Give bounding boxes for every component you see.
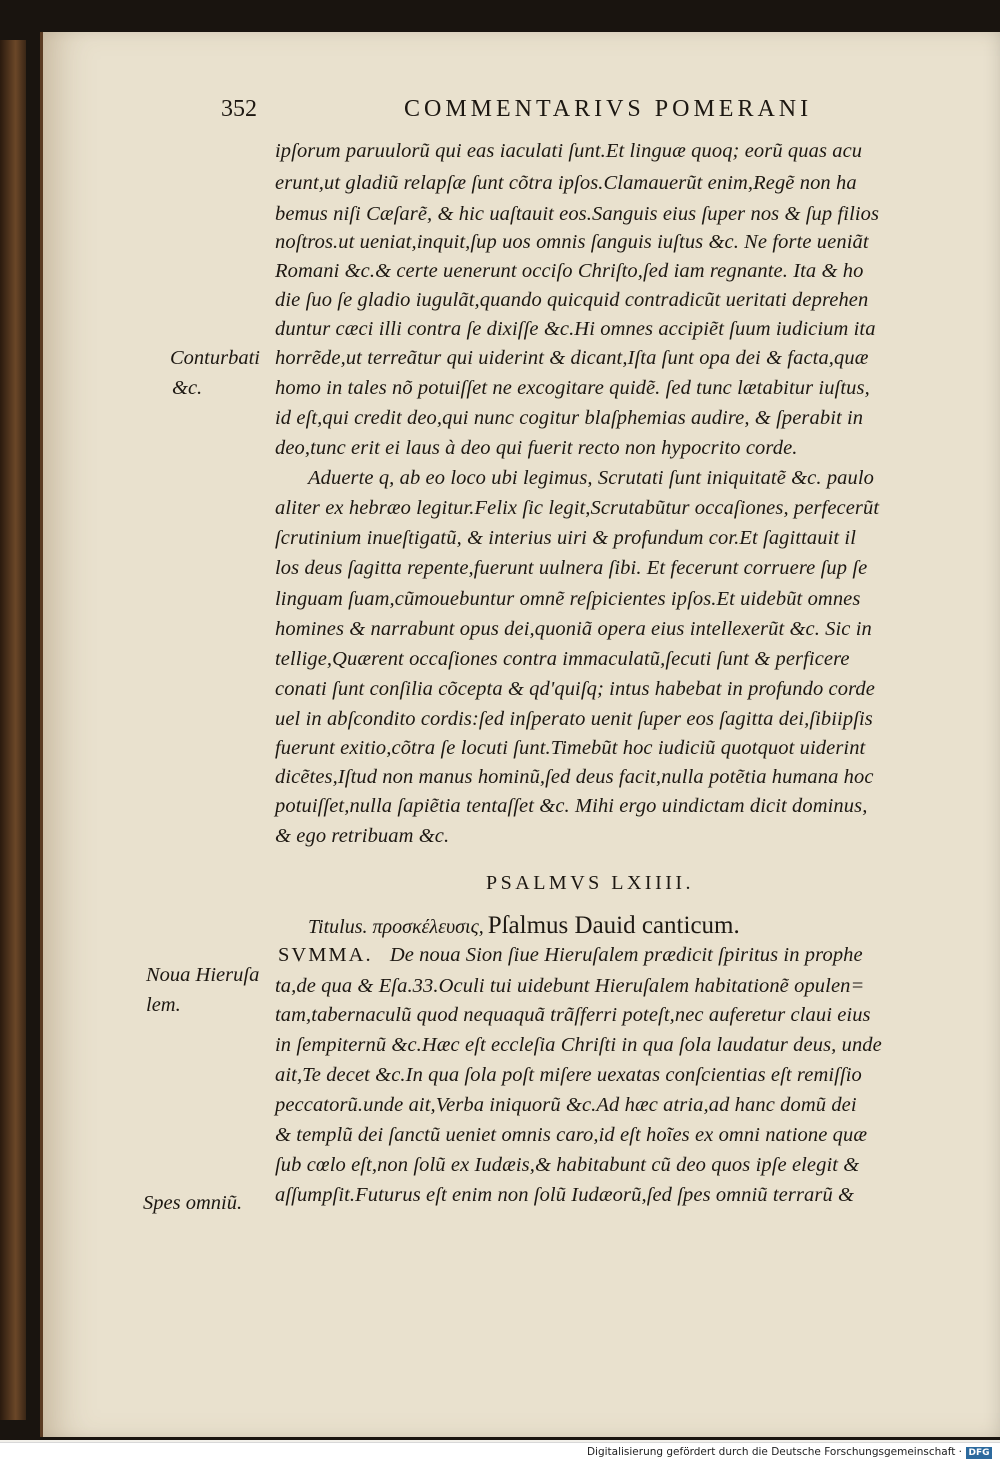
text-line: homo in tales nõ potuiſſet ne excogitare quidẽ. ſed tunc lætabitur iuſtus, [275,377,870,399]
dfg-logo: DFG [966,1447,992,1459]
title-prefix: Titulus. προσκέλευσις, [308,916,484,938]
text-line: id eſt,qui credit deo,qui nunc cogitur blaſphemias audire, & ſperabit in [275,407,864,429]
text-line: uel in abſcondito cordis:ſed inſperato uenit ſuper eos ſagitta dei,ſibiipſis [275,708,873,730]
margin-note-noua-hierusalem: Noua Hieruſa [146,964,260,986]
summa-label: SVMMA. [278,944,373,966]
funding-notice: Digitalisierung gefördert durch die Deutsche Forschungsgemeinschaft · [586,1446,962,1458]
text-line: Romani &c.& certe uenerunt occiſo Chriſto,ſed iam regnante. Ita & ho [275,260,864,282]
text-line: ſub cœlo eſt,non ſolũ ex Iudæis,& habitabunt cũ deo quos ipſe elegit & [275,1154,860,1176]
margin-note-etc: &c. [172,377,203,399]
text-line: fuerunt exitio,cõtra ſe locuti ſunt.Timebũt hoc iudiciũ quotquot uiderint [275,737,866,759]
title-main: Pſalmus Dauid canticum. [487,912,740,939]
text-line: & templũ dei ſanctũ ueniet omnis caro,id eſt hoĩes ex omni natione quæ [275,1124,868,1146]
page-number: 352 [221,96,257,122]
text-line: peccatorũ.unde ait,Verba iniquorũ &c.Ad hæc atria,ad hanc domũ dei [275,1094,857,1116]
psalm-title-line [308,912,740,940]
book-spine [0,40,26,1420]
text-line: die ſuo ſe gladio iugulãt,quando quicquid contradicũt ueritati deprehen [275,289,869,311]
text-line: in ſempiternũ &c.Hæc eſt eccleſia Chriſti in qua ſola laudatur deus, unde [275,1034,882,1056]
text-line: los deus ſagitta repente,fuerunt uulnera ſibi. Et fecerunt corruere ſup ſe [275,557,868,579]
text-line: ait,Te decet &c.In qua ſola poſt miſere uexatas conſcientias eſt remiſſio [275,1064,862,1086]
text-line: erunt,ut gladiũ relapſæ ſunt cõtra ipſos.Clamauerũt enim,Regẽ non ha [275,172,857,194]
text-line: conati ſunt conſilia cõcepta & qd'quiſq; intus habebat in profundo corde [275,678,875,700]
text-line: dicẽtes,Iſtud non manus hominũ,ſed deus facit,nulla potẽtia humana hoc [275,766,874,788]
text-line: bemus niſi Cæſarẽ, & hic uaſtauit eos.Sanguis eius ſuper nos & ſup filios [275,203,880,225]
text-line: aſſumpſit.Futurus eſt enim non ſolũ Iudæorũ,ſed ſpes omniũ terrarũ & [275,1184,855,1206]
text-line: potuiſſet,nulla ſapiẽtia tentaſſet &c. Mihi ergo uindictam dicit dominus, [275,795,868,817]
text-line: linguam ſuam,cũmouebuntur omnẽ reſpicientes ipſos.Et uidebũt omnes [275,588,861,610]
running-head: COMMENTARIVS POMERANI [404,96,813,122]
text-line: & ego retribuam &c. [275,825,450,847]
margin-note-noua-hierusalem-cont: lem. [146,994,181,1016]
psalm-heading: PSALMVS LXIIII. [486,872,695,894]
summa-first-line: De noua Sion ſiue Hieruſalem prædicit ſpiritus in prophe [389,944,863,966]
text-line: ſcrutinium inueſtigatũ, & interius uiri & profundum cor.Et ſagittauit il [275,527,857,549]
text-line: ta,de qua & Eſa.33.Oculi tui uidebunt Hieruſalem habitationẽ opulen= [275,975,865,997]
margin-note-spes-omnium: Spes omniũ. [143,1192,243,1214]
text-line: tam,tabernaculũ quod nequaquã trãſferri poteſt,nec auferetur claui eius [275,1004,871,1026]
text-line: duntur cæci illi contra ſe dixiſſe &c.Hi omnes accipiẽt ſuum iudicium ita [275,318,876,340]
text-line: tellige,Quærent occaſiones contra immaculatũ,ſecuti ſunt & perficere [275,648,850,670]
footer-bar [0,1442,1000,1463]
margin-note-conturbati: Conturbati [170,347,260,369]
text-line: aliter ex hebræo legitur.Felix ſic legit,Scrutabũtur occaſiones, perfecerũt [275,497,880,519]
text-line: noſtros.ut ueniat,inquit,ſup uos omnis ſanguis iuſtus &c. Ne forte ueniãt [275,231,869,253]
text-line: homines & narrabunt opus dei,quoniã opera eius intellexerũt &c. Sic in [275,618,872,640]
text-line: Aduerte q, ab eo loco ubi legimus, Scrutati ſunt iniquitatẽ &c. paulo [308,467,875,489]
text-line: ipſorum paruulorũ qui eas iaculati ſunt.Et linguæ quoq; eorũ quas acu [275,140,863,162]
text-line: horrẽde,ut terreãtur qui uiderint & dicant,Iſta ſunt opa dei & facta,quæ [275,347,869,369]
text-line: deo,tunc erit ei laus à deo qui fuerit recto non hypocrito corde. [275,437,798,459]
